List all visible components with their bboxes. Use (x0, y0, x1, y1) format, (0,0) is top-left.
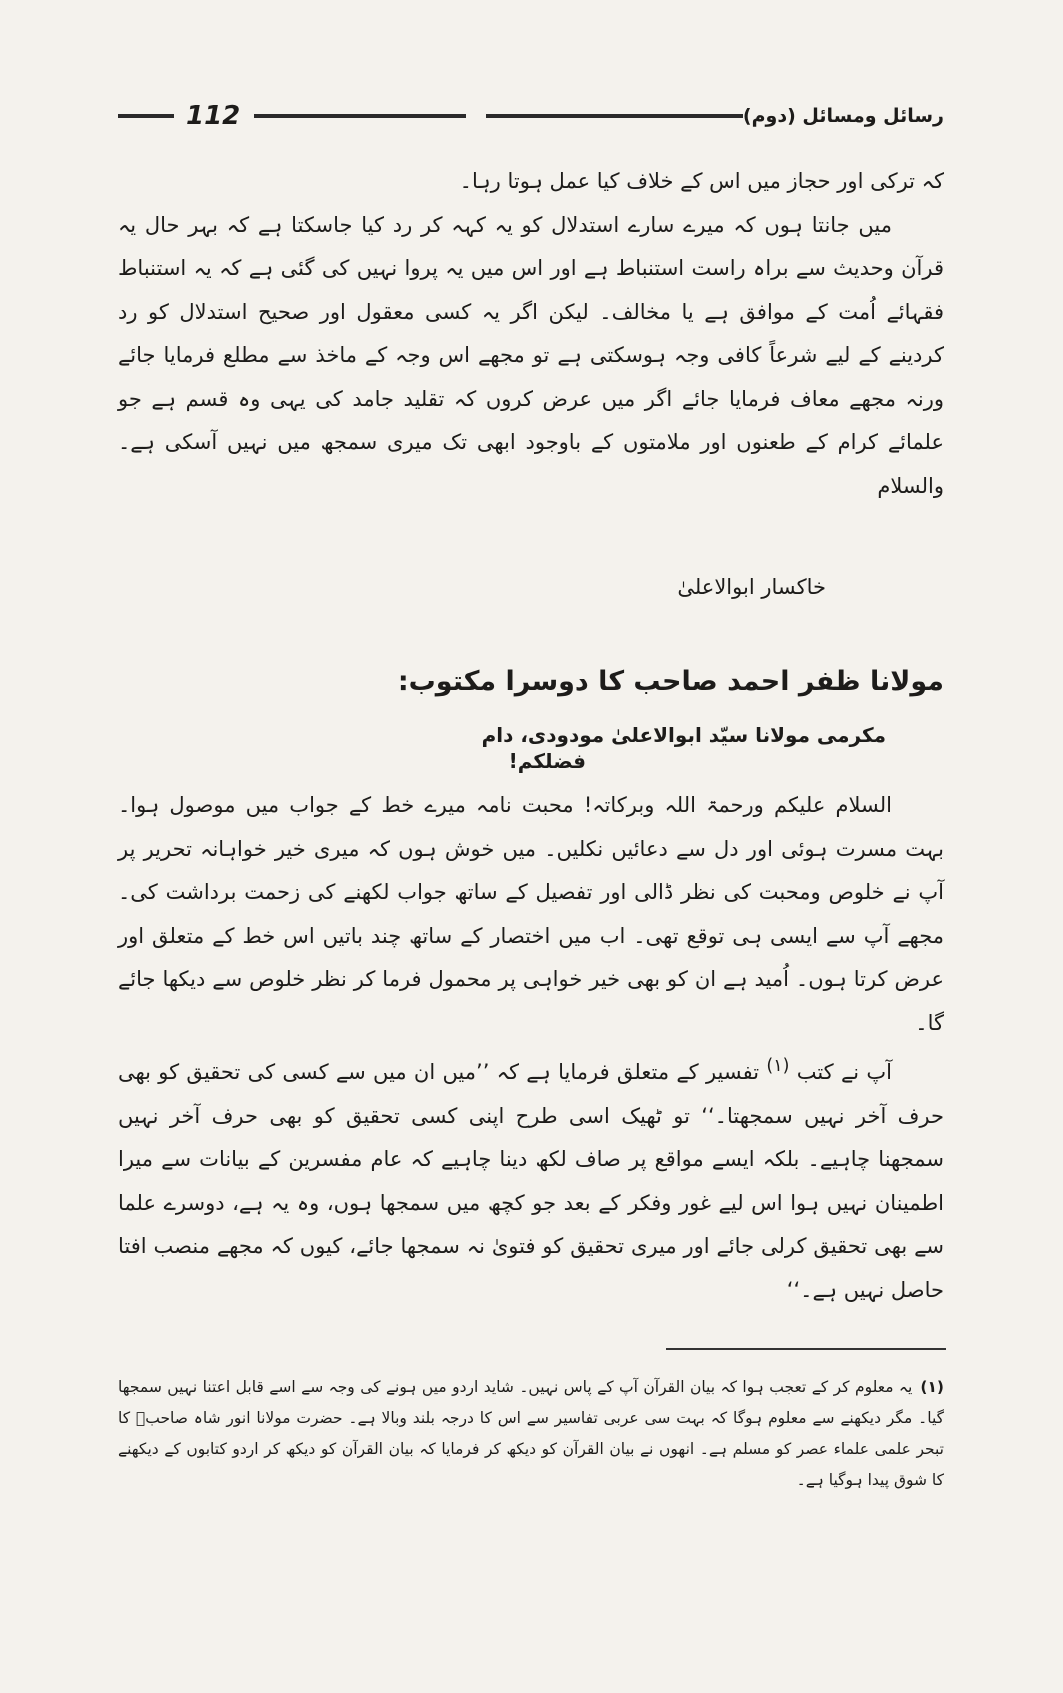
section-heading: مولانا ظفر احمد صاحب کا دوسرا مکتوب: (397, 666, 944, 697)
footnote-text: یہ معلوم کر کے تعجب ہوا کہ بیان القرآن آپ کے پاس نہیں۔ شاید اردو میں ہونے کی وجہ سے اسے قابل اعتنا نہیں سمجھا گیا۔ مگر دیکھنے سے معلوم ہوگا کہ بہت سی عربی تفاسیر سے اس کا درجہ بلند وبالا ہے۔ حضرت مولانا انور شاہ صاحبؒ کا تبحر علمی علماء عصر کو مسلم ہے۔ انھوں نے بیان القرآن کو دیکھ کر فرمایا کہ بیان القرآن کو دیکھ کر اردو کتابوں کے دیکھنے کا شوق پیدا ہوگیا ہے۔ (118, 1378, 944, 1489)
salutation-line-2: فضلکم! (508, 749, 586, 773)
header-rule-middle (254, 114, 466, 118)
header-rule-left (118, 114, 174, 118)
signature: خاکسار ابوالاعلیٰ (677, 575, 826, 599)
salutation (118, 722, 944, 774)
paragraph-lead: آپ نے کتب (796, 1060, 892, 1084)
letter-paragraph-2 (118, 1045, 944, 1312)
running-header (118, 96, 944, 136)
footnote (118, 1372, 944, 1496)
letter-text (118, 784, 944, 1312)
salutation-line-1: مکرمی مولانا سیّد ابوالاعلیٰ مودودی، دام (481, 723, 886, 747)
book-title: رسائل ومسائل (دوم) (742, 105, 944, 127)
letter-paragraph-1: السلام علیکم ورحمۃ اللہ وبرکاتہ! محبت نامہ میرے خط کے جواب میں موصول ہوا۔ بہت مسرت ہوئی اور دل سے دعائیں نکلیں۔ میں خوش ہوں کہ میری خیر خواہانہ تحریر پر آپ نے خلوص ومحبت کی نظر ڈالی اور تفصیل کے ساتھ جواب لکھنے کی زحمت برداشت کی۔ مجھے آپ سے ایسی ہی توقع تھی۔ اب میں اختصار کے ساتھ چند باتیں اس خط کے متعلق اور عرض کرتا ہوں۔ اُمید ہے ان کو بھی خیر خواہی پر محمول فرما کر نظر خلوص سے دیکھا جائے گا۔ (118, 793, 944, 1035)
main-text (118, 160, 944, 508)
footnote-divider (666, 1348, 946, 1350)
paragraph-continuation: کہ ترکی اور حجاز میں اس کے خلاف کیا عمل ہوتا رہا۔ (459, 169, 944, 193)
page-number: 112 (186, 101, 241, 131)
paragraph-argument: میں جانتا ہوں کہ میرے سارے استدلال کو یہ کہہ کر رد کیا جاسکتا ہے کہ بہر حال یہ قرآن وحدیث سے براہ راست استنباط ہے اور اس میں یہ پروا نہیں کی گئی ہے کہ یہ استنباط فقہائے اُمت کے موافق ہے یا مخالف۔ لیکن اگر یہ کسی معقول اور صحیح استدلال کو رد کردینے کے لیے شرعاً کافی وجہ ہوسکتی ہے تو مجھے اس وجہ کے ماخذ سے مطلع فرمایا جائے ورنہ مجھے معاف فرمایا جائے اگر میں عرض کروں کہ تقلید جامد کی یہی وہ قسم ہے جو علمائے کرام کے طعنوں اور ملامتوں کے باوجود ابھی تک میری سمجھ میں نہیں آسکی ہے۔ والسلام (118, 212, 944, 498)
header-rule-right (486, 114, 743, 118)
footnote-mark: (۱) (920, 1378, 944, 1396)
paragraph-rest: تفسیر کے متعلق فرمایا ہے کہ ’’میں ان میں سے کسی کی تحقیق کو بھی حرف آخر نہیں سمجھتا۔‘‘ تو ٹھیک اسی طرح اپنی کسی تحقیق کو بھی حرف آخر نہیں سمجھنا چاہیے۔ بلکہ ایسے مواقع پر صاف لکھ دینا چاہیے کہ عام مفسرین کے بیانات سے میرا اطمینان نہیں ہوا اس لیے غور وفکر کے بعد جو کچھ میں سمجھا ہوں، وہ یہ ہے، دوسرے علما سے بھی تحقیق کرلی جائے اور میری تحقیق کو فتویٰ نہ سمجھا جائے، کیوں کہ مجھے منصب افتا حاصل نہیں ہے۔‘‘ (118, 1060, 944, 1302)
footnote-reference[interactable]: (۱) (766, 1056, 790, 1076)
